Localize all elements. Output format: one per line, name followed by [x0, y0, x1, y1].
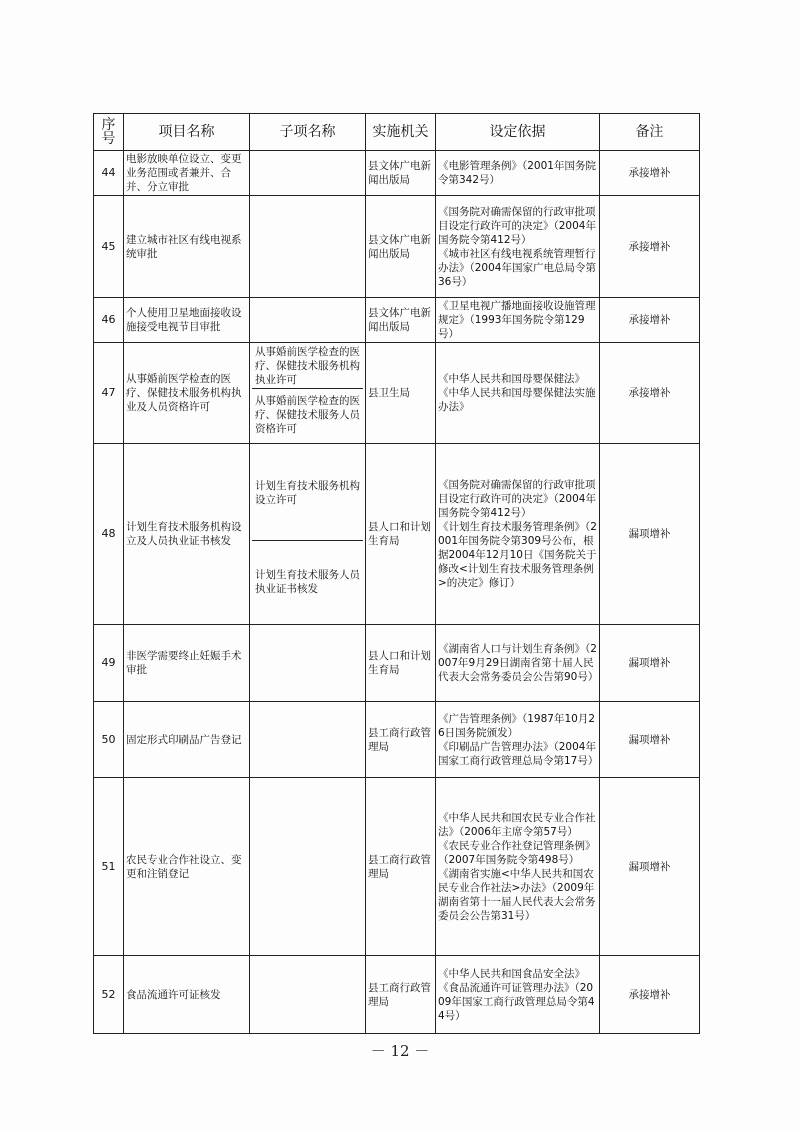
serial-cell: 47 [94, 343, 124, 444]
table-header-row [94, 114, 700, 151]
agency-cell: 县文体广电新闻出版局 [366, 196, 436, 298]
basis-paragraph: 《食品流通许可证管理办法》（2009年国家工商行政管理总局令第44号） [438, 981, 595, 1022]
note-cell: 承接增补 [600, 298, 700, 343]
header-sub-item: 子项名称 [250, 114, 366, 151]
table-row [94, 298, 700, 343]
sub-item [252, 171, 363, 175]
agency-cell: 县工商行政管理局 [366, 956, 436, 1034]
sub-item-cell [250, 778, 366, 956]
table-row [94, 956, 700, 1034]
basis-paragraph: 《湖南省实施<中华人民共和国农民专业合作社法>办法》（2009年湖南省第十一届人民代表大会常务委员会公告第31号） [438, 867, 596, 922]
serial-cell: 50 [94, 702, 124, 778]
sub-item-cell [250, 444, 366, 625]
sub-item-list [252, 344, 363, 442]
basis-paragraph: 《城市社区有线电视系统管理暂行办法》（2004年国家广电总局令第36号） [438, 247, 596, 288]
sub-item-list [252, 993, 363, 997]
agency-cell: 县文体广电新闻出版局 [366, 151, 436, 196]
approval-items-table [93, 113, 700, 1034]
item-name-cell: 电影放映单位设立、变更业务范围或者兼并、合并、分立审批 [124, 151, 250, 196]
sub-item-list [252, 318, 363, 322]
agency-cell: 县人口和计划生育局 [366, 625, 436, 702]
table-row [94, 702, 700, 778]
sub-item-cell [250, 298, 366, 343]
basis-paragraph: 《广告管理条例》（1987年10月26日国务院颁发） [438, 712, 596, 739]
note-cell: 漏项增补 [600, 778, 700, 956]
header-serial: 序号 [94, 114, 124, 151]
header-basis: 设定依据 [436, 114, 600, 151]
serial-cell: 46 [94, 298, 124, 343]
basis-cell [436, 298, 600, 343]
sub-item-list [252, 245, 363, 249]
sub-item [252, 738, 363, 742]
basis-cell [436, 956, 600, 1034]
basis-cell [436, 778, 600, 956]
table-row [94, 196, 700, 298]
sub-item-list [252, 171, 363, 175]
basis-cell [436, 702, 600, 778]
sub-item-list [252, 865, 363, 869]
header-note: 备注 [600, 114, 700, 151]
agency-cell: 县人口和计划生育局 [366, 444, 436, 625]
item-name-cell: 农民专业合作社设立、变更和注销登记 [124, 778, 250, 956]
note-cell: 漏项增补 [600, 444, 700, 625]
basis-cell [436, 151, 600, 196]
item-name-cell: 个人使用卫星地面接收设施接受电视节目审批 [124, 298, 250, 343]
basis-paragraph: 《电影管理条例》（2001年国务院令第342号） [438, 160, 596, 186]
table-row [94, 625, 700, 702]
sub-item-cell [250, 702, 366, 778]
basis-paragraph: 《农民专业合作社登记管理条例》（2007年国务院令第498号） [438, 839, 596, 866]
sub-item-cell [250, 343, 366, 444]
serial-cell: 45 [94, 196, 124, 298]
agency-cell: 县工商行政管理局 [366, 778, 436, 956]
sub-item: 计划生育技术服务人员执业证书核发 [252, 540, 363, 622]
basis-cell [436, 343, 600, 444]
sub-item-cell [250, 956, 366, 1034]
sub-item-cell [250, 196, 366, 298]
basis-paragraph: 《中华人民共和国母婴保健法》 [438, 373, 585, 385]
item-name-cell: 建立城市社区有线电视系统审批 [124, 196, 250, 298]
item-name-cell: 计划生育技术服务机构设立及人员执业证书核发 [124, 444, 250, 625]
sub-item [252, 318, 363, 322]
table-row [94, 444, 700, 625]
basis-paragraph: 《国务院对确需保留的行政审批项目设定行政许可的决定》（2004年国务院令第412号） [438, 205, 596, 246]
header-agency: 实施机关 [366, 114, 436, 151]
basis-cell [436, 444, 600, 625]
agency-cell: 县工商行政管理局 [366, 702, 436, 778]
basis-paragraph: 《印刷品广告管理办法》（2004年国家工商行政管理总局令第17号） [438, 740, 599, 767]
note-cell: 承接增补 [600, 151, 700, 196]
sub-item: 从事婚前医学检查的医疗、保健技术服务机构执业许可 [255, 346, 360, 386]
item-name-cell: 非医学需要终止妊娠手术审批 [124, 625, 250, 702]
item-name-cell: 食品流通许可证核发 [124, 956, 250, 1034]
basis-cell [436, 196, 600, 298]
sub-item [252, 865, 363, 869]
page-number: － 12 － [370, 1042, 430, 1060]
serial-cell: 44 [94, 151, 124, 196]
basis-paragraph: 《湖南省人口与计划生育条例》（2007年9月29日湖南省第十届人民代表大会常务委员会公告第90号） [438, 643, 599, 683]
sub-item-cell [250, 151, 366, 196]
serial-cell: 48 [94, 444, 124, 625]
agency-cell: 县文体广电新闻出版局 [366, 298, 436, 343]
sub-item-list [252, 738, 363, 742]
header-item-name: 项目名称 [124, 114, 250, 151]
basis-paragraph: 《卫星电视广播地面接收设施管理规定》（1993年国务院令第129号） [438, 300, 596, 340]
item-name-cell: 从事婚前医学检查的医疗、保健技术服务机构执业及人员资格许可 [124, 343, 250, 444]
basis-paragraph: 《中华人民共和国母婴保健法实施办法》 [438, 387, 596, 413]
basis-paragraph: 《国务院对确需保留的行政审批项目设定行政许可的决定》（2004年国务院令第412号） [438, 479, 596, 519]
table-row [94, 343, 700, 444]
sub-item [252, 661, 363, 665]
table-row [94, 151, 700, 196]
sub-item-list [252, 661, 363, 665]
note-cell: 承接增补 [600, 956, 700, 1034]
sub-item [252, 993, 363, 997]
sub-item [252, 245, 363, 249]
sub-item: 计划生育技术服务机构设立许可 [255, 479, 360, 506]
agency-cell: 县卫生局 [366, 343, 436, 444]
note-cell: 漏项增补 [600, 702, 700, 778]
sub-item-cell [250, 625, 366, 702]
basis-paragraph: 《中华人民共和国食品安全法》 [438, 967, 585, 980]
note-cell: 承接增补 [600, 196, 700, 298]
note-cell: 漏项增补 [600, 625, 700, 702]
basis-cell [436, 625, 600, 702]
item-name-cell: 固定形式印刷品广告登记 [124, 702, 250, 778]
basis-paragraph: 《计划生育技术服务管理条例》（2001年国务院令第309号公布，根据2004年12月10日《国务院关于修改<计划生育技术服务管理条例>的决定》修订） [438, 521, 597, 589]
serial-cell: 51 [94, 778, 124, 956]
sub-item-list [252, 445, 363, 623]
serial-cell: 52 [94, 956, 124, 1034]
serial-cell: 49 [94, 625, 124, 702]
basis-paragraph: 《中华人民共和国农民专业合作社法》（2006年主席令第57号） [438, 811, 596, 838]
note-cell: 承接增补 [600, 343, 700, 444]
table-row [94, 778, 700, 956]
sub-item: 从事婚前医学检查的医疗、保健技术服务人员资格许可 [252, 388, 363, 441]
